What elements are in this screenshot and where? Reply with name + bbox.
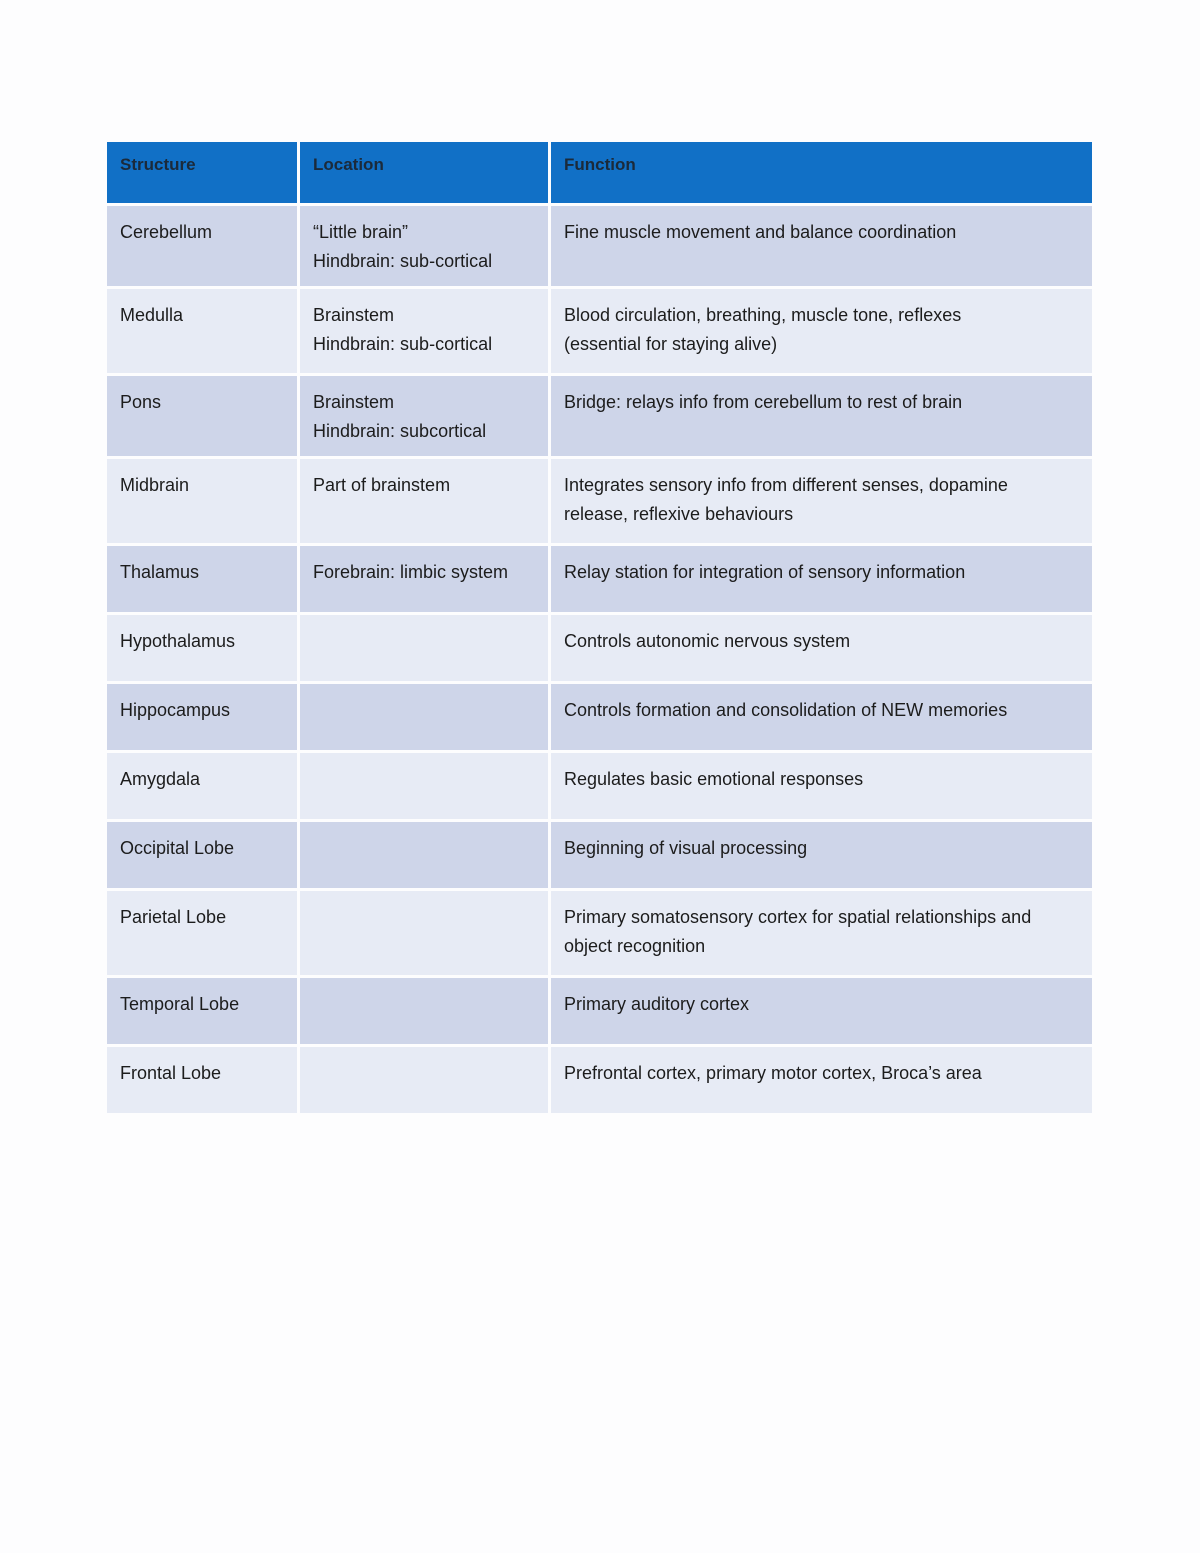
table-row (107, 1047, 1092, 1113)
cell-structure: Occipital Lobe (107, 822, 297, 888)
function-line: Controls autonomic nervous system (564, 631, 851, 651)
table-row (107, 376, 1092, 456)
cell-function (551, 1047, 1092, 1113)
cell-structure: Medulla (107, 289, 297, 373)
function-line: Fine muscle movement and balance coordination (564, 222, 957, 242)
table-row (107, 822, 1092, 888)
cell-function (551, 822, 1092, 888)
function-line: Blood circulation, breathing, muscle tone, reflexes (564, 305, 962, 325)
location-line: “Little brain” (313, 222, 409, 242)
cell-location (300, 459, 548, 543)
cell-location (300, 289, 548, 373)
location-line: Forebrain: limbic system (313, 562, 509, 582)
table-row (107, 459, 1092, 543)
function-line: object recognition (564, 936, 706, 956)
function-line: Primary auditory cortex (564, 994, 750, 1014)
header-location: Location (300, 142, 548, 203)
cell-function (551, 289, 1092, 373)
function-line: (essential for staying alive) (564, 334, 778, 354)
cell-structure: Hypothalamus (107, 615, 297, 681)
location-line: Hindbrain: sub-cortical (313, 334, 493, 354)
table-row (107, 753, 1092, 819)
table-row (107, 546, 1092, 612)
cell-location (300, 753, 548, 819)
cell-location (300, 1047, 548, 1113)
function-line: Controls formation and consolidation of NEW memories (564, 700, 1008, 720)
cell-structure: Frontal Lobe (107, 1047, 297, 1113)
cell-function (551, 615, 1092, 681)
table-row (107, 615, 1092, 681)
cell-function (551, 978, 1092, 1044)
cell-structure: Thalamus (107, 546, 297, 612)
table-row (107, 978, 1092, 1044)
function-line: release, reflexive behaviours (564, 504, 794, 524)
function-line: Integrates sensory info from different senses, dopamine (564, 475, 1008, 495)
cell-function (551, 891, 1092, 975)
cell-function (551, 684, 1092, 750)
cell-structure: Temporal Lobe (107, 978, 297, 1044)
cell-structure: Midbrain (107, 459, 297, 543)
cell-structure: Amygdala (107, 753, 297, 819)
cell-location (300, 546, 548, 612)
cell-function (551, 459, 1092, 543)
function-line: Regulates basic emotional responses (564, 769, 864, 789)
cell-function (551, 206, 1092, 286)
header-structure: Structure (107, 142, 297, 203)
brain-structures-table (104, 139, 1095, 1116)
cell-location (300, 615, 548, 681)
cell-structure: Cerebellum (107, 206, 297, 286)
function-line: Primary somatosensory cortex for spatial relationships and (564, 907, 1032, 927)
table-row (107, 891, 1092, 975)
cell-function (551, 376, 1092, 456)
cell-function (551, 753, 1092, 819)
cell-structure: Parietal Lobe (107, 891, 297, 975)
cell-location (300, 978, 548, 1044)
function-line: Beginning of visual processing (564, 838, 808, 858)
cell-location (300, 376, 548, 456)
table-row (107, 206, 1092, 286)
location-line: Brainstem (313, 305, 395, 325)
location-line: Part of brainstem (313, 475, 451, 495)
function-line: Bridge: relays info from cerebellum to rest of brain (564, 392, 963, 412)
location-line: Hindbrain: subcortical (313, 421, 487, 441)
location-line: Brainstem (313, 392, 395, 412)
table-header-row (107, 142, 1092, 203)
cell-location (300, 684, 548, 750)
table-row (107, 684, 1092, 750)
cell-structure: Pons (107, 376, 297, 456)
cell-location (300, 206, 548, 286)
cell-location (300, 891, 548, 975)
cell-structure: Hippocampus (107, 684, 297, 750)
cell-location (300, 822, 548, 888)
function-line: Relay station for integration of sensory information (564, 562, 966, 582)
cell-function (551, 546, 1092, 612)
header-function: Function (551, 142, 1092, 203)
function-line: Prefrontal cortex, primary motor cortex, Broca’s area (564, 1063, 982, 1083)
location-line: Hindbrain: sub-cortical (313, 251, 493, 271)
table-row (107, 289, 1092, 373)
